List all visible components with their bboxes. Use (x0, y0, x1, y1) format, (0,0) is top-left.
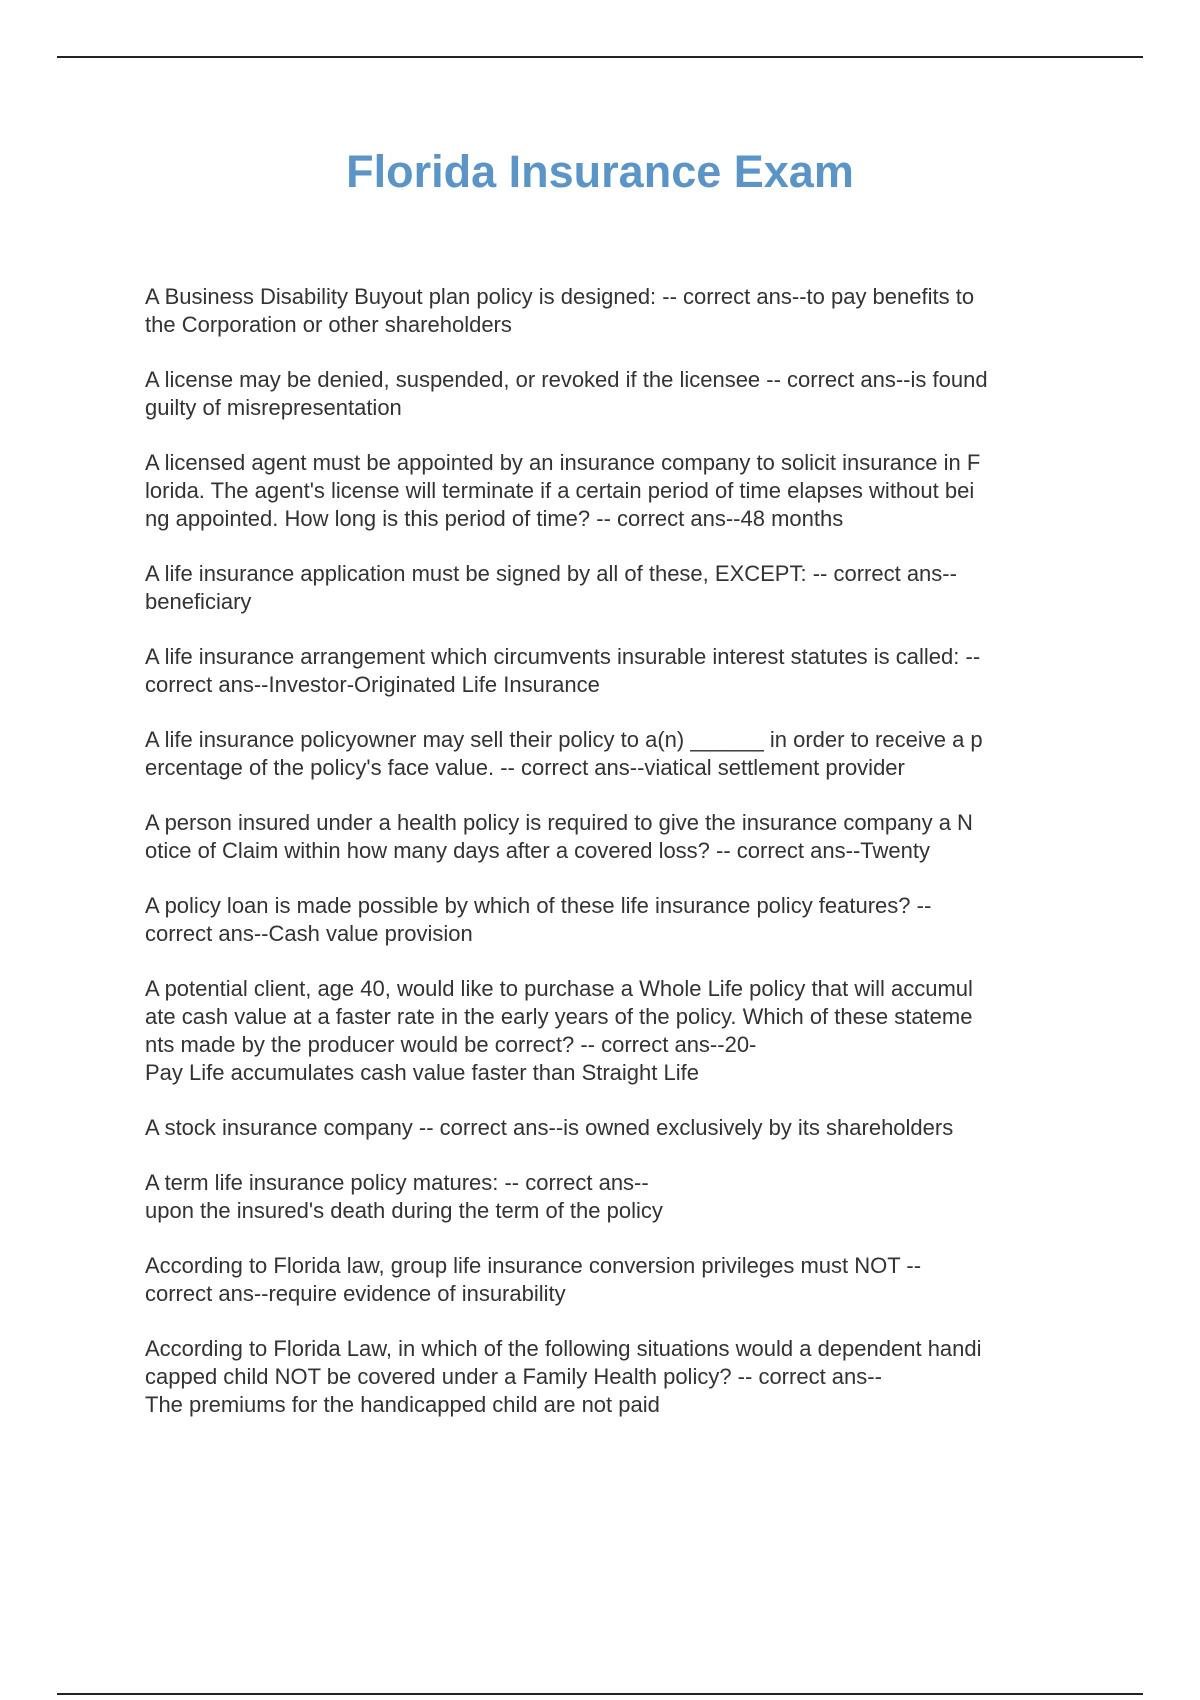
qa-item: A potential client, age 40, would like to purchase a Whole Life policy that will accumul ate cash value at a faster rate in the early years of the policy. Which of these stateme nts made by the producer would be correct? -- correct ans--20- Pay Life accumulates cash value faster than Straight Life (145, 976, 973, 1085)
qa-item: A life insurance policyowner may sell their policy to a(n) ______ in order to receive a p ercentage of the policy's face value. -- correct ans--viatical settlement provider (145, 727, 983, 780)
qa-item: A Business Disability Buyout plan policy is designed: -- correct ans--to pay benefits to the Corporation or other shareholders (145, 284, 975, 337)
qa-item: According to Florida Law, in which of the following situations would a dependent handi capped child NOT be covered under a Family Health policy? -- correct ans-- The premiums for the handicapped child are not paid (145, 1336, 982, 1417)
qa-item: A licensed agent must be appointed by an insurance company to solicit insurance in F lorida. The agent's license will terminate if a certain period of time elapses without bei ng appointed. How long is this period of time? -- correct ans--48 months (145, 450, 981, 531)
bottom-rule (57, 1693, 1143, 1695)
qa-list (145, 283, 1095, 1446)
top-rule (57, 56, 1143, 58)
qa-item: A term life insurance policy matures: -- correct ans-- upon the insured's death during the term of the policy (145, 1170, 663, 1223)
qa-item: A license may be denied, suspended, or revoked if the licensee -- correct ans--is found guilty of misrepresentation (145, 367, 988, 420)
qa-item: A life insurance application must be signed by all of these, EXCEPT: -- correct ans-- beneficiary (145, 561, 957, 614)
qa-item: A life insurance arrangement which circumvents insurable interest statutes is called: -- correct ans--Investor-Originated Life Insurance (145, 644, 981, 697)
qa-item: A person insured under a health policy is required to give the insurance company a N otice of Claim within how many days after a covered loss? -- correct ans--Twenty (145, 810, 973, 863)
qa-item: According to Florida law, group life insurance conversion privileges must NOT -- correct ans--require evidence of insurability (145, 1253, 922, 1306)
qa-item: A stock insurance company -- correct ans--is owned exclusively by its shareholders (145, 1115, 954, 1140)
document-title: Florida Insurance Exam (346, 146, 854, 197)
qa-item: A policy loan is made possible by which of these life insurance policy features? -- correct ans--Cash value provision (145, 893, 932, 946)
